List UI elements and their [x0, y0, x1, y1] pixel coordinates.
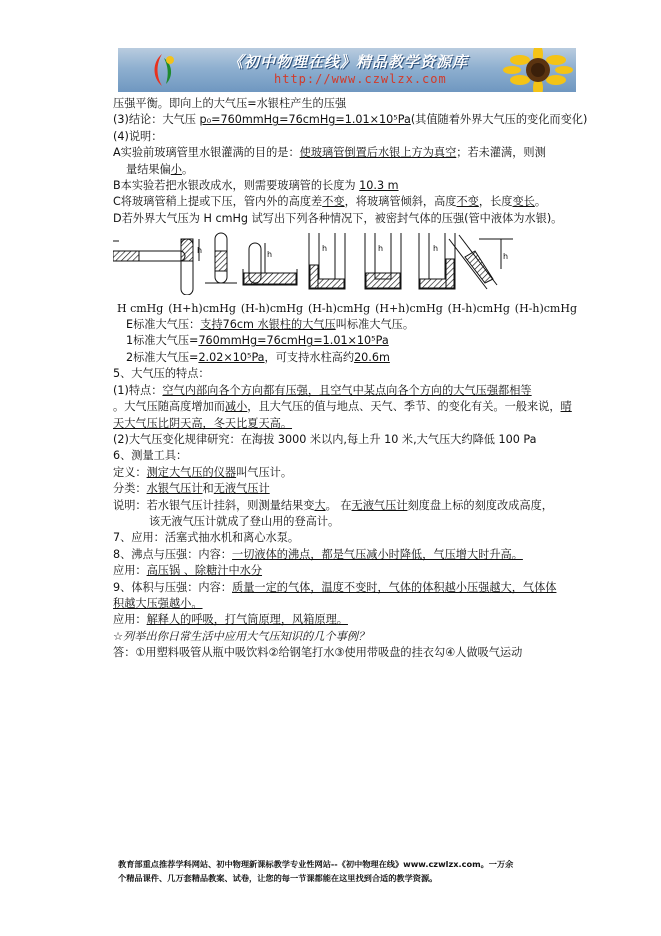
text-line: C将玻璃管稍上提或下压，管内外的高度差不变，将玻璃管倾斜，高度不变，长度变长。 — [113, 195, 547, 209]
figure-u-tube-middle — [365, 233, 401, 289]
text-line: E标准大气压：支持76cm 水银柱的大气压叫标准大气压。 — [126, 318, 415, 332]
svg-text:h: h — [322, 244, 328, 254]
figure-tube-in-trough — [243, 243, 297, 285]
footer-line: 个精品课件、几万套精品教案、试卷，让您的每一节课都能在这里找到合适的教学资源。 — [118, 873, 438, 883]
text-line: 应用：高压锅 、除糖汁中水分 — [113, 564, 263, 578]
text-line: 定义：测定大气压的仪器叫气压计。 — [113, 465, 293, 479]
figure-u-tube-left — [309, 233, 345, 289]
text-line: 分类：水银气压计和无液气压计 — [113, 482, 270, 496]
figure-label: (H-h)cmHg — [514, 301, 577, 315]
figure-label: (H-h)cmHg — [240, 301, 304, 315]
figure-label: (H-h)cmHg — [447, 301, 510, 315]
text-line: B本实验若把水银改成水，则需要玻璃管的长度为 10.3 m — [113, 179, 399, 193]
text-line: 该无液气压计就成了登山用的登高计。 — [149, 514, 340, 528]
text-line: 。大气压随高度增加而减小，且大气压的值与地点、天气、季节、的变化有关。一般来说，晴 — [113, 400, 572, 414]
text-line: A实验前玻璃管里水银灌满的目的是：使玻璃管倒置后水银上方为真空；若未灌满，则测 — [113, 146, 546, 160]
figure-label: (H+h)cmHg — [375, 301, 443, 315]
figure-u-tube-right — [419, 233, 455, 289]
section-heading: 5、大气压的特点： — [113, 367, 210, 381]
text-line: 量结果偏小。 — [126, 162, 194, 176]
section-heading: 9、体积与压强：内容：质量一定的气体，温度不变时，气体的体积越小压强越大，气体体 — [113, 580, 557, 594]
section-heading: 6、测量工具： — [113, 449, 188, 463]
text-line: 积越大压强越小。 — [113, 596, 203, 610]
text-line: 压强平衡。即向上的大气压=水银柱产生的压强 — [113, 97, 347, 110]
text-line: 2标准大气压=2.02×10⁵Pa，可支持水柱高约20.6m — [126, 350, 390, 364]
text-line: 天大气压比阴天高，冬天比夏天高。 — [113, 416, 293, 430]
figure-vertical-tube-down — [181, 239, 202, 295]
figure-label: (H-h)cmHg — [307, 301, 371, 315]
text-line: 1标准大气压=760mmHg=76cmHg=1.01×10⁵Pa — [126, 334, 389, 348]
text-line: D若外界大气压为 H cmHg 试写出下列各种情况下，被密封气体的压强(管中液体为水银)。 — [113, 211, 563, 225]
document-body — [113, 96, 588, 662]
section-heading: 8、沸点与压强：内容：一切液体的沸点，都是气压减小时降低，气压增大时升高。 — [113, 547, 523, 561]
svg-text:h: h — [503, 252, 509, 262]
svg-text:h: h — [378, 244, 384, 254]
figure-labels — [113, 301, 577, 317]
text-line: (1)特点：空气内部向各个方向都有压强，且空气中某点向各个方向的大气压强都相等 — [113, 383, 532, 397]
footer-line: 教育部重点推荐学科网站、初中物理新课标教学专业性网站--《初中物理在线》www.czwlzx.com。一万余 — [118, 859, 514, 869]
text-line: (2)大气压变化规律研究：在海拔 3000 米以内,每上升 10 米,大气压大约降低 100 Pa — [113, 432, 537, 446]
sunflower-icon — [486, 48, 576, 92]
figure-inclined-tube — [449, 235, 513, 289]
text-line: 说明：若水银气压计挂斜，则测量结果变大。 在无液气压计刻度盘上标的刻度改成高度， — [113, 498, 553, 512]
banner-url[interactable]: http://www.czwlzx.com — [274, 72, 447, 86]
figure-label: (H+h)cmHg — [168, 301, 236, 315]
svg-text:h: h — [267, 250, 273, 260]
text-line: (4)说明： — [113, 129, 163, 143]
svg-text:h: h — [433, 244, 439, 254]
pressure-tube-figures — [113, 229, 583, 295]
svg-text:h: h — [197, 246, 203, 256]
section-heading: 7、应用：活塞式抽水机和离心水泵。 — [113, 531, 300, 545]
header-banner — [118, 48, 576, 92]
site-logo-icon — [144, 52, 180, 88]
page-footer — [118, 857, 588, 885]
figure-horizontal-tube — [113, 241, 185, 261]
text-line: 应用：解释人的呼吸，打气筒原理，风箱原理。 — [113, 613, 348, 627]
banner-title: 《初中物理在线》精品教学资源库 — [228, 53, 469, 71]
text-line: (3)结论：大气压 p₀=760mmHg=76cmHg=1.01×10⁵Pa(其值随着外界大气压的变化而变化) — [113, 113, 588, 127]
figure-label: H cmHg — [117, 301, 164, 315]
figure-inverted-tube — [205, 233, 237, 283]
answer-line: 答：①用塑料吸管从瓶中吸饮料②给钢笔打水③使用带吸盘的挂衣勾④人做吸气运动 — [113, 646, 523, 660]
question-line: ☆列举出你日常生活中应用大气压知识的几个事例？ — [113, 629, 370, 643]
